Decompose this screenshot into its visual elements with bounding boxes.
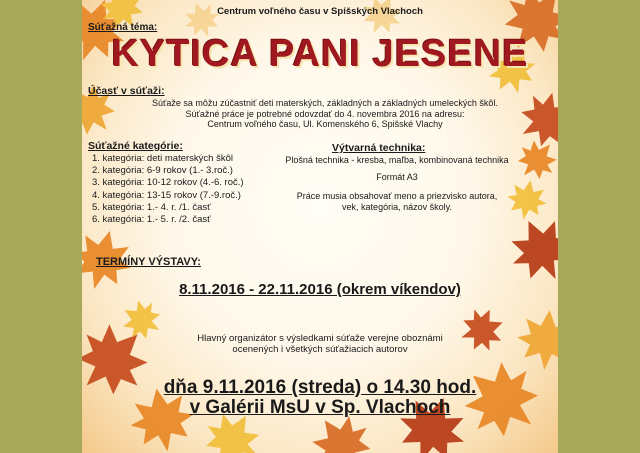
participation-label: Účasť v súťaži: bbox=[88, 85, 165, 97]
exhibition-dates: 8.11.2016 - 22.11.2016 (okrem víkendov) bbox=[179, 281, 461, 298]
list-item: 5. kategória: 1.- 4. r. /1. časť bbox=[92, 201, 211, 213]
categories-list bbox=[92, 153, 244, 226]
organizer-line: Hlavný organizátor s výsledkami súťaže verejne oboznámi bbox=[197, 333, 443, 344]
finale-event bbox=[82, 378, 558, 418]
page-title: KYTICA PANI JESENE bbox=[111, 33, 529, 75]
organizer-line: ocenených i všetkých súťažiacich autorov bbox=[232, 343, 408, 355]
list-item: 2. kategória: 6-9 rokov (1.- 3.roč.) bbox=[92, 165, 233, 177]
theme-label: Súťažná téma: bbox=[88, 22, 158, 33]
list-item: 4. kategória: 13-15 rokov (7.-9.roč.) bbox=[92, 189, 241, 201]
participation-line: Súťaže sa môžu zúčastniť deti materských, základných a základných umeleckých škôl. bbox=[152, 98, 498, 108]
categories-label: Súťažné kategórie: bbox=[88, 140, 183, 152]
technique-line: Formát A3 bbox=[376, 171, 418, 182]
technique-line: vek, kategória, názov školy. bbox=[342, 201, 452, 212]
organizer-text bbox=[82, 334, 558, 355]
technique-text bbox=[262, 155, 532, 212]
finale-date: dňa 9.11.2016 (streda) o 14.30 hod. bbox=[163, 377, 477, 398]
technique-line: Práce musia obsahovať meno a priezvisko autora, bbox=[296, 191, 498, 201]
technique-line: Plošná technika - kresba, maľba, kombinovaná technika bbox=[285, 155, 509, 165]
header-organizer: Centrum voľného času v Spišských Vlachoch bbox=[217, 6, 423, 17]
list-item: 1. kategória: deti materských škôl bbox=[92, 153, 233, 164]
participation-line: Centrum voľného času, Ul. Komenského 6, Spišské Vlachy bbox=[207, 119, 443, 129]
poster bbox=[82, 0, 558, 453]
list-item: 3. kategória: 10-12 rokov (4.-6. roč.) bbox=[92, 177, 244, 189]
technique-label: Výtvarná technika: bbox=[332, 142, 426, 154]
participation-text bbox=[102, 98, 548, 130]
participation-line: Súťažné práce je potrebné odovzdať do 4. novembra 2016 na adresu: bbox=[185, 108, 465, 119]
exhibition-label: TERMÍNY VÝSTAVY: bbox=[96, 256, 201, 268]
list-item: 6. kategória: 1.- 5. r. /2. časť bbox=[92, 214, 211, 226]
finale-venue: v Galérii MsU v Sp. Vlachoch bbox=[189, 397, 451, 418]
